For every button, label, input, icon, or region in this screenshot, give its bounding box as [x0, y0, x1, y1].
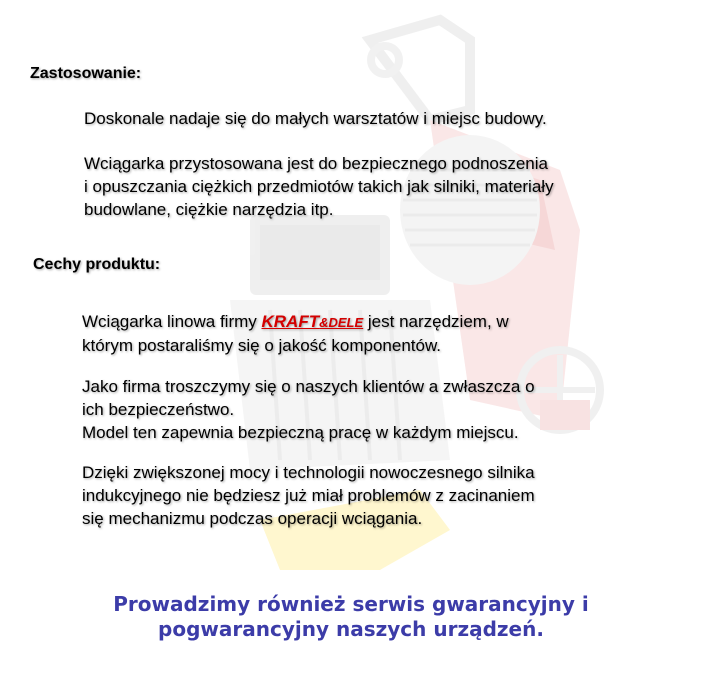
- features-paragraph-2-line: ich bezpieczeństwo.: [82, 400, 235, 419]
- features-paragraph-1: [82, 310, 509, 357]
- brand-logo-text: [262, 312, 364, 331]
- service-footer-line: Prowadzimy również serwis gwarancyjny i: [113, 592, 589, 616]
- features-paragraph-3: [82, 461, 535, 530]
- service-footer: [0, 592, 702, 642]
- usage-paragraph-1: Doskonale nadaje się do małych warsztatów i miejsc budowy.: [84, 109, 547, 128]
- usage-heading: Zastosowanie:: [30, 65, 142, 82]
- features-paragraph-1-line: [82, 310, 509, 334]
- service-footer-line: pogwarancyjny naszych urządzeń.: [158, 617, 544, 641]
- features-heading: Cechy produktu:: [33, 256, 161, 273]
- features-paragraph-2-line: Jako firma troszczymy się o naszych klientów a zwłaszcza o: [82, 377, 535, 396]
- usage-paragraph-2-line: i opuszczania ciężkich przedmiotów takich jak silniki, materiały: [84, 177, 554, 196]
- usage-paragraph-2-line: budowlane, ciężkie narzędzia itp.: [84, 200, 334, 219]
- features-p1-prefix: Wciągarka linowa firmy: [82, 312, 262, 331]
- features-paragraph-2: [82, 375, 535, 444]
- features-p1-suffix: jest narzędziem, w: [363, 312, 509, 331]
- features-paragraph-1-line: którym postaraliśmy się o jakość komponentów.: [82, 336, 442, 355]
- usage-paragraph-2: [84, 152, 554, 221]
- brand-suffix: &DELE: [319, 315, 364, 330]
- features-paragraph-3-line: się mechanizmu podczas operacji wciągania.: [82, 509, 423, 528]
- usage-paragraph-2-line: Wciągarka przystosowana jest do bezpiecznego podnoszenia: [84, 154, 548, 173]
- brand-main: KRAFT: [261, 312, 320, 331]
- features-paragraph-2-line: Model ten zapewnia bezpieczną pracę w każdym miejscu.: [82, 423, 519, 442]
- features-paragraph-3-line: indukcyjnego nie będziesz już miał problemów z zacinaniem: [82, 486, 535, 505]
- features-paragraph-3-line: Dzięki zwiększonej mocy i technologii nowoczesnego silnika: [82, 463, 535, 482]
